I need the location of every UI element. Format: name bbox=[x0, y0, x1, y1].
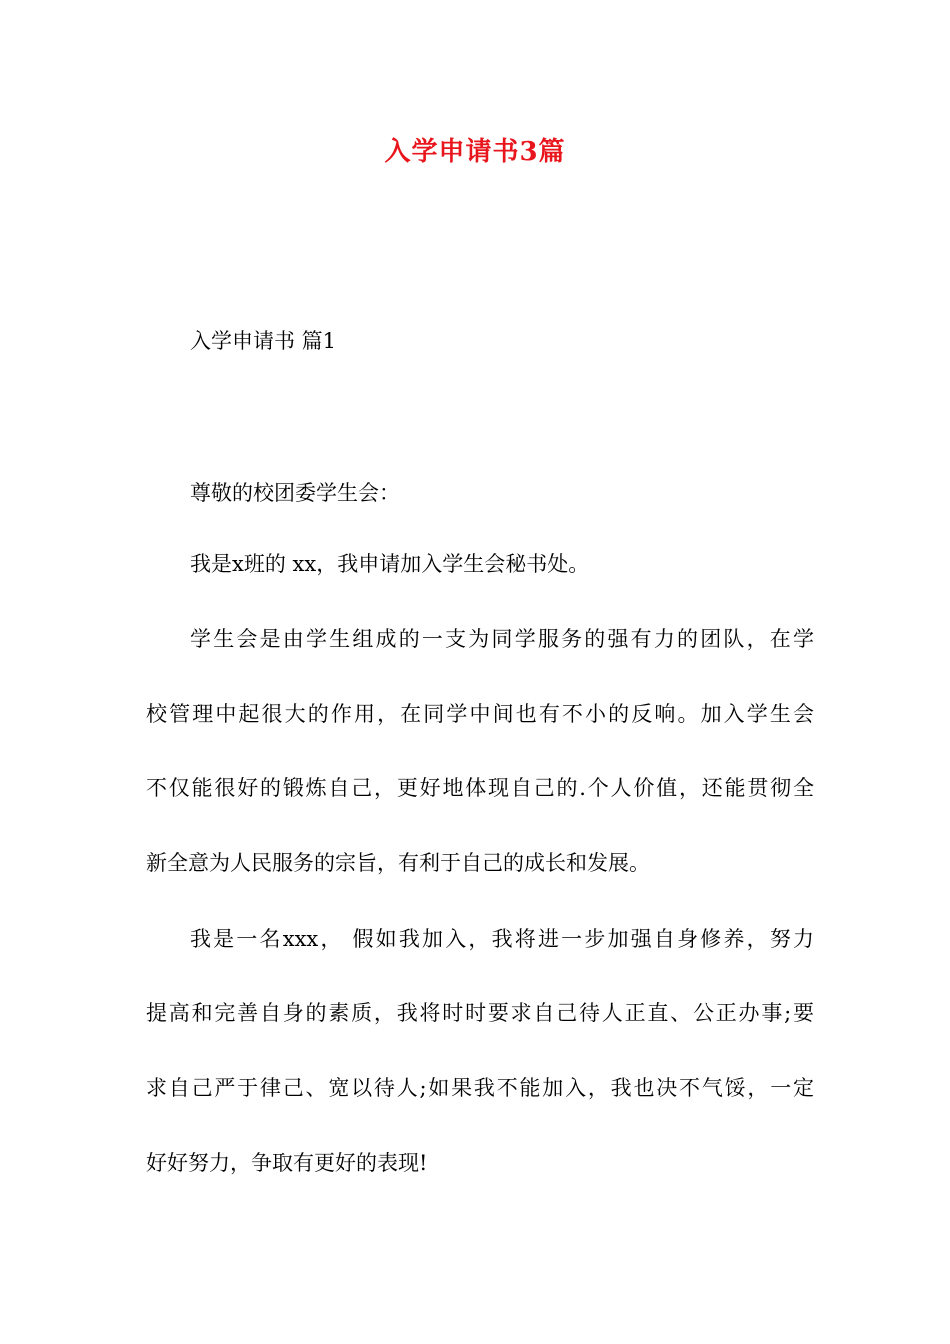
paragraph-3-line-1: 我是一名xxx， 假如我加入，我将进一步加强自身修养，努力 bbox=[190, 927, 814, 951]
paragraph-1-line-1: 我是x班的 xx，我申请加入学生会秘书处。 bbox=[190, 552, 590, 576]
paragraph-2-line-3: 不仅能很好的锻炼自己，更好地体现自己的.个人价值，还能贯彻全 bbox=[146, 776, 814, 800]
paragraph-2-line-1: 学生会是由学生组成的一支为同学服务的强有力的团队，在学 bbox=[190, 627, 814, 651]
section-heading: 入学申请书 篇1 bbox=[190, 329, 337, 353]
paragraph-3-line-4: 好好努力，争取有更好的表现! bbox=[146, 1151, 428, 1175]
paragraph-2-line-2: 校管理中起很大的作用，在同学中间也有不小的反响。加入学生会 bbox=[146, 702, 814, 726]
paragraph-3-line-2: 提高和完善自身的素质，我将时时要求自己待人正直、公正办事;要 bbox=[146, 1001, 814, 1025]
document-title: 入学申请书3篇 bbox=[384, 137, 566, 167]
salutation: 尊敬的校团委学生会： bbox=[190, 481, 400, 505]
paragraph-3-line-3: 求自己严于律己、宽以待人;如果我不能加入，我也决不气馁，一定 bbox=[146, 1076, 814, 1100]
paragraph-2-line-4: 新全意为人民服务的宗旨，有利于自己的成长和发展。 bbox=[146, 851, 650, 875]
